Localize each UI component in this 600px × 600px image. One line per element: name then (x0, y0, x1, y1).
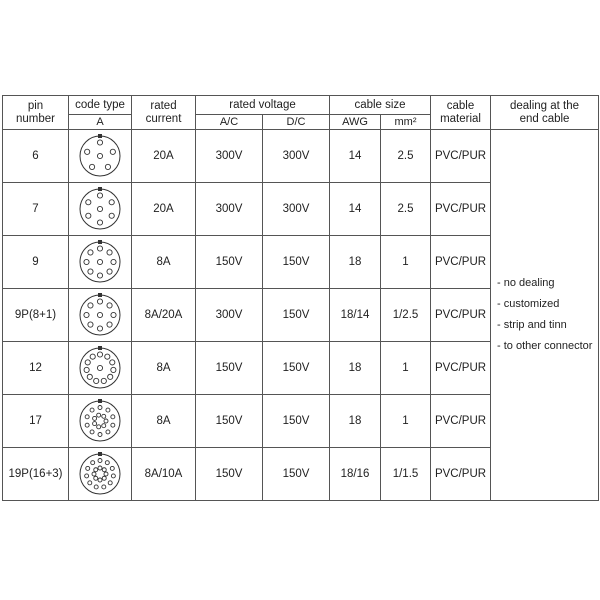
mm2-cell: 1 (381, 342, 431, 395)
pin-number-cell: 7 (3, 183, 69, 236)
rated-current-cell: 20A (132, 183, 196, 236)
header-rated-current-text: rated current (145, 99, 182, 125)
rated-current-cell: 8A (132, 342, 196, 395)
header-pin-number-text: pin number (16, 99, 55, 125)
voltage-ac-cell: 150V (196, 448, 263, 501)
mm2-cell: 1/1.5 (381, 448, 431, 501)
connector-spec-table (2, 95, 599, 501)
rated-current-cell: 8A/10A (132, 448, 196, 501)
awg-cell: 18 (330, 342, 381, 395)
code-type-cell (69, 289, 132, 342)
cable-material-cell: PVC/PUR (431, 395, 491, 448)
code-type-cell (69, 448, 132, 501)
spec-table-body (3, 130, 599, 501)
mm2-cell: 2.5 (381, 130, 431, 183)
header-dc: D/C (263, 115, 330, 130)
header-cable-size: cable size (330, 96, 431, 115)
voltage-dc-cell: 150V (263, 236, 330, 289)
header-cable-material-text: cable material (440, 99, 481, 125)
connector-12-pin-icon (69, 345, 131, 391)
voltage-dc-cell: 150V (263, 289, 330, 342)
pin-number-cell: 6 (3, 130, 69, 183)
header-code-type: code type (69, 96, 132, 115)
connector-19p-icon (69, 451, 131, 497)
voltage-dc-cell: 150V (263, 395, 330, 448)
code-type-cell (69, 342, 132, 395)
header-ac: A/C (196, 115, 263, 130)
awg-cell: 18/16 (330, 448, 381, 501)
table-row (3, 130, 599, 183)
header-awg: AWG (330, 115, 381, 130)
header-mm2: mm² (381, 115, 431, 130)
rated-current-cell: 20A (132, 130, 196, 183)
voltage-ac-cell: 300V (196, 289, 263, 342)
awg-cell: 18 (330, 236, 381, 289)
mm2-cell: 1 (381, 236, 431, 289)
connector-9p-icon (69, 292, 131, 338)
voltage-ac-cell: 300V (196, 130, 263, 183)
voltage-ac-cell: 150V (196, 395, 263, 448)
voltage-dc-cell: 300V (263, 183, 330, 236)
voltage-dc-cell: 150V (263, 448, 330, 501)
cable-material-cell: PVC/PUR (431, 183, 491, 236)
header-rated-voltage: rated voltage (196, 96, 330, 115)
awg-cell: 14 (330, 130, 381, 183)
cable-material-cell: PVC/PUR (431, 289, 491, 342)
dealing-option: - strip and tinn (497, 319, 567, 331)
dealing-option: - customized (497, 298, 560, 310)
header-code-type-a: A (69, 115, 132, 130)
mm2-cell: 2.5 (381, 183, 431, 236)
rated-current-cell: 8A (132, 236, 196, 289)
voltage-ac-cell: 150V (196, 342, 263, 395)
rated-current-cell: 8A (132, 395, 196, 448)
code-type-cell (69, 130, 132, 183)
mm2-cell: 1 (381, 395, 431, 448)
code-type-cell (69, 236, 132, 289)
voltage-dc-cell: 150V (263, 342, 330, 395)
cable-material-cell: PVC/PUR (431, 130, 491, 183)
pin-number-cell: 12 (3, 342, 69, 395)
code-type-cell (69, 395, 132, 448)
cable-material-cell: PVC/PUR (431, 342, 491, 395)
awg-cell: 18 (330, 395, 381, 448)
awg-cell: 14 (330, 183, 381, 236)
voltage-ac-cell: 150V (196, 236, 263, 289)
pin-number-cell: 9 (3, 236, 69, 289)
voltage-ac-cell: 300V (196, 183, 263, 236)
connector-9-pin-icon (69, 239, 131, 285)
header-dealing (491, 96, 599, 130)
header-cable-material (431, 96, 491, 130)
code-type-cell (69, 183, 132, 236)
cable-material-cell: PVC/PUR (431, 236, 491, 289)
header-dealing-text: dealing at the end cable (509, 99, 580, 125)
awg-cell: 18/14 (330, 289, 381, 342)
connector-6-pin-icon (69, 133, 131, 179)
header-rated-current (132, 96, 196, 130)
dealing-cell (491, 130, 599, 501)
connector-17-pin-icon (69, 398, 131, 444)
dealing-option: - to other connector (497, 340, 593, 352)
pin-number-cell: 9P(8+1) (3, 289, 69, 342)
pin-number-cell: 19P(16+3) (3, 448, 69, 501)
header-pin-number (3, 96, 69, 130)
rated-current-cell: 8A/20A (132, 289, 196, 342)
dealing-option: - no dealing (497, 277, 555, 289)
pin-number-cell: 17 (3, 395, 69, 448)
cable-material-cell: PVC/PUR (431, 448, 491, 501)
voltage-dc-cell: 300V (263, 130, 330, 183)
connector-7-pin-icon (69, 186, 131, 232)
mm2-cell: 1/2.5 (381, 289, 431, 342)
